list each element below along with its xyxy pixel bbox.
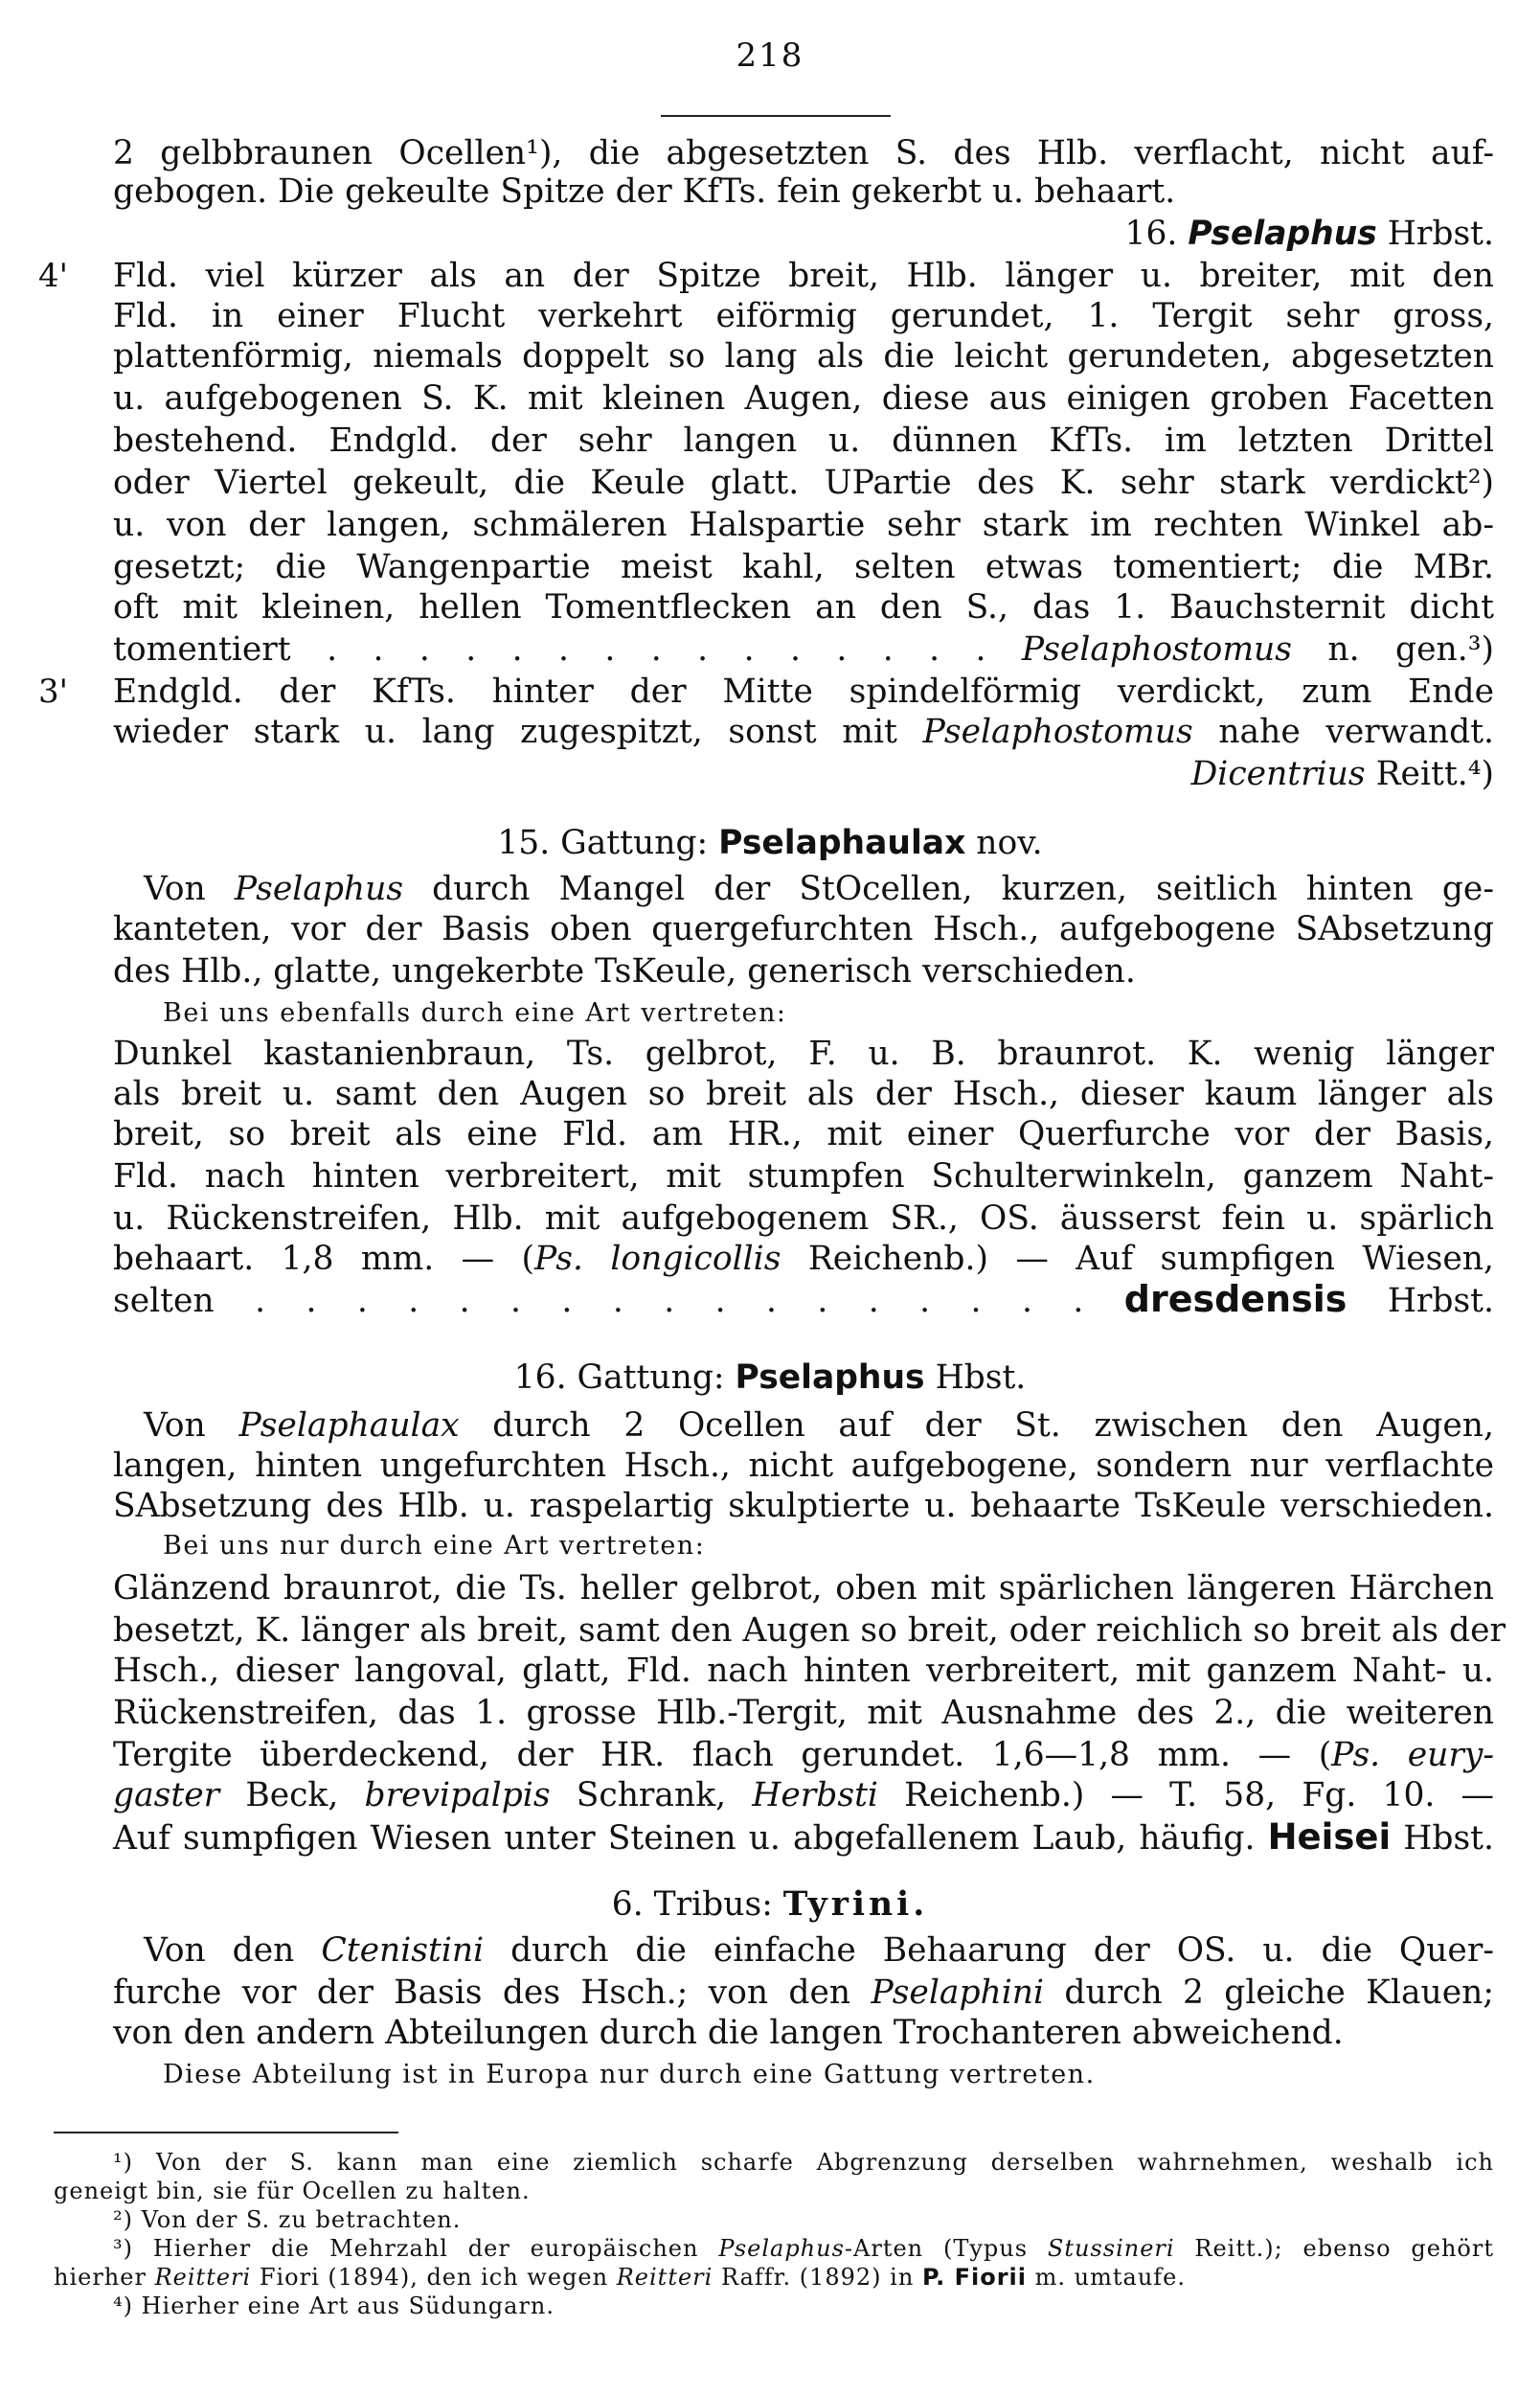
text-line: SAbsetzung des Hlb. u. raspelartig skulptierte u. behaarte TsKeule verschieden. bbox=[113, 1487, 1494, 1525]
genus-name: Pselaphostomus bbox=[922, 713, 1193, 751]
text-segment: Fiori (1894), den ich wegen bbox=[259, 2264, 609, 2291]
footnote-1-continued: geneigt bin, sie für Ocellen zu halten. bbox=[54, 2178, 531, 2204]
text-line bbox=[113, 1734, 1494, 1776]
genus-name: Pselaphostomus bbox=[1021, 630, 1292, 669]
text-line: oft mit kleinen, hellen Tomentflecken an den S., das 1. Bauchsternit dicht bbox=[113, 588, 1494, 627]
key-result-line bbox=[113, 753, 1494, 795]
text-segment: behaart. 1,8 mm. — ( bbox=[113, 1240, 534, 1278]
key-result-line bbox=[113, 628, 1494, 671]
text-line: als breit u. samt den Augen so breit als der Hsch., dieser kaum länger als bbox=[113, 1075, 1494, 1113]
key-result-line bbox=[113, 213, 1494, 255]
text-segment: wieder stark u. lang zugespitzt, sonst mit bbox=[113, 713, 897, 751]
text-segment: durch die einfache Behaarung der OS. u. die Quer- bbox=[510, 1931, 1494, 1970]
text-line: des Hlb., glatte, ungekerbte TsKeule, generisch verschieden. bbox=[113, 952, 1136, 991]
text-line bbox=[144, 868, 1494, 910]
text-segment: Raffr. (1892) in bbox=[720, 2264, 915, 2291]
footnote-3 bbox=[113, 2234, 1494, 2263]
text-line: Diese Abteilung ist in Europa nur durch eine Gattung vertreten. bbox=[163, 2060, 1096, 2089]
author-name: Hrbst. bbox=[1387, 215, 1494, 253]
text-segment: nahe verwandt. bbox=[1218, 713, 1495, 751]
genus-name: Pselaphus bbox=[234, 870, 404, 908]
key-result-line bbox=[113, 1278, 1494, 1322]
species-name: Ps. longicollis bbox=[534, 1240, 781, 1278]
text-line: gesetzt; die Wangenpartie meist kahl, selten etwas tomentiert; die MBr. bbox=[113, 548, 1494, 586]
text-line: langen, hinten ungefurchten Hsch., nicht aufgebogene, sondern nur verflachte bbox=[113, 1447, 1494, 1485]
text-segment: Von bbox=[144, 870, 206, 908]
genus-name: Pselaphaulax bbox=[238, 1406, 460, 1445]
genus-name: Pselaphus bbox=[718, 2235, 845, 2262]
text-line: u. Rückenstreifen, Hlb. mit aufgebogenem SR., OS. äusserst fein u. spärlich bbox=[113, 1199, 1494, 1238]
text-line: gebogen. Die gekeulte Spitze der KfTs. fein gekerbt u. behaart. bbox=[113, 172, 1176, 211]
text-line: 2 gelbbraunen Ocellen¹), die abgesetzten S. des Hlb. verflacht, nicht auf- bbox=[113, 134, 1494, 172]
text-segment: Von den bbox=[144, 1931, 295, 1970]
species-name: dresdensis bbox=[1123, 1278, 1348, 1320]
text-line: von den andern Abteilungen durch die langen Trochanteren abweichend. bbox=[113, 2014, 1344, 2052]
leader-text: selten . . . . . . . . . . . . . . . . . bbox=[113, 1282, 1084, 1320]
text-line: Fld. nach hinten verbreitert, mit stumpfen Schulterwinkeln, ganzem Naht- bbox=[113, 1157, 1494, 1196]
tribe-name: Ctenistini bbox=[321, 1931, 485, 1970]
text-line: Endgld. der KfTs. hinter der Mitte spindelförmig verdickt, zum Ende bbox=[113, 673, 1494, 711]
footnote-4: ⁴) Hierher eine Art aus Südungarn. bbox=[113, 2292, 555, 2319]
text-segment: Reichenb.) — T. 58, Fg. 10. — bbox=[904, 1776, 1495, 1814]
text-segment: -Arten (Typus bbox=[844, 2235, 1029, 2262]
text-line: Fld. viel kürzer als an der Spitze breit, Hlb. länger u. breiter, mit den bbox=[113, 257, 1494, 295]
leader-text: tomentiert . . . . . . . . . . . . . . . bbox=[113, 630, 986, 669]
genus-name: Pselaphus bbox=[1188, 215, 1377, 253]
heading-suffix: nov. bbox=[976, 824, 1043, 862]
key-marker: 4' bbox=[38, 257, 68, 295]
species-name: gaster bbox=[113, 1776, 220, 1814]
text-line: u. von der langen, schmäleren Halspartie sehr stark im rechten Winkel ab- bbox=[113, 506, 1494, 544]
heading-suffix: Hbst. bbox=[935, 1358, 1027, 1397]
section-heading bbox=[0, 1357, 1540, 1399]
text-segment: Auf sumpfigen Wiesen unter Steinen u. abgefallenem Laub, häufig. bbox=[113, 1819, 1256, 1858]
genus-name: Dicentrius bbox=[1190, 755, 1366, 793]
text-segment: Tergite überdeckend, der HR. flach gerundet. 1,6—1,8 mm. — ( bbox=[113, 1736, 1332, 1774]
text-line: Hsch., dieser langoval, glatt, Fld. nach hinten verbreitert, mit ganzem Naht- u. bbox=[113, 1652, 1494, 1690]
text-segment: ³) Hierher die Mehrzahl der europäischen bbox=[113, 2235, 699, 2262]
key-number: 16. bbox=[1124, 215, 1178, 253]
text-line: u. aufgebogenen S. K. mit kleinen Augen, diese aus einigen groben Facetten bbox=[113, 379, 1494, 418]
species-name: Reitteri bbox=[154, 2264, 252, 2291]
genus-name: Pselaphaulax bbox=[718, 824, 966, 862]
species-name: Ps. eury- bbox=[1331, 1736, 1495, 1774]
text-segment: furche vor der Basis des Hsch.; von den bbox=[113, 1973, 851, 2012]
text-line: besetzt, K. länger als breit, samt den Augen so breit, oder reichlich so breit als der bbox=[113, 1611, 1506, 1650]
text-line bbox=[144, 1404, 1494, 1447]
text-line: plattenförmig, niemals doppelt so lang als die leicht gerundeten, abgesetzten bbox=[113, 337, 1494, 376]
text-line: Bei uns nur durch eine Art vertreten: bbox=[163, 1531, 706, 1561]
text-line bbox=[113, 711, 1494, 753]
text-line: kanteten, vor der Basis oben quergefurchten Hsch., aufgebogene SAbsetzung bbox=[113, 910, 1494, 948]
text-segment: Von bbox=[144, 1406, 206, 1445]
tribe-name: Tyrini. bbox=[782, 1885, 929, 1924]
text-segment: durch 2 gleiche Klauen; bbox=[1064, 1973, 1495, 2012]
text-line: Fld. in einer Flucht verkehrt eiförmig gerundet, 1. Tergit sehr gross, bbox=[113, 297, 1494, 335]
text-segment: m. umtaufe. bbox=[1034, 2264, 1187, 2291]
text-line: Glänzend braunrot, die Ts. heller gelbrot, oben mit spärlichen längeren Härchen bbox=[113, 1569, 1494, 1608]
text-line: Dunkel kastanienbraun, Ts. gelbrot, F. u. B. braunrot. K. wenig länger bbox=[113, 1035, 1494, 1073]
text-segment: hierher bbox=[54, 2264, 147, 2291]
text-line: Bei uns ebenfalls durch eine Art vertreten: bbox=[163, 998, 787, 1028]
text-line bbox=[113, 1238, 1494, 1280]
text-line: bestehend. Endgld. der sehr langen u. dünnen KfTs. im letzten Drittel bbox=[113, 422, 1494, 460]
species-name: Herbsti bbox=[752, 1776, 878, 1814]
text-line bbox=[144, 1929, 1494, 1972]
author-name: Reitt.⁴) bbox=[1375, 755, 1494, 793]
section-heading bbox=[0, 1883, 1540, 1926]
section-heading bbox=[0, 822, 1540, 864]
heading-label: 16. Gattung: bbox=[513, 1358, 725, 1397]
species-name: brevipalpis bbox=[364, 1776, 551, 1814]
key-marker: 3' bbox=[38, 673, 68, 711]
text-segment: durch Mangel der StOcellen, kurzen, seitlich hinten ge- bbox=[432, 870, 1494, 908]
key-result-line bbox=[113, 1816, 1494, 1859]
text-line bbox=[113, 1774, 1494, 1816]
heading-label: 6. Tribus: bbox=[611, 1885, 773, 1924]
text-line: breit, so breit als eine Fld. am HR., mit einer Querfurche vor der Basis, bbox=[113, 1115, 1494, 1153]
text-segment: Reitt.); ebenso gehört bbox=[1194, 2235, 1494, 2262]
species-name: Heisei bbox=[1267, 1816, 1392, 1858]
footnote-2: ²) Von der S. zu betrachten. bbox=[113, 2206, 462, 2233]
tribe-name: Pselaphini bbox=[871, 1973, 1045, 2012]
text-segment: Reichenb.) — Auf sumpfigen Wiesen, bbox=[807, 1240, 1494, 1278]
species-name: Reitteri bbox=[616, 2264, 713, 2291]
header-rule bbox=[661, 115, 891, 117]
text-segment: durch 2 Ocellen auf der St. zwischen den Augen, bbox=[492, 1406, 1494, 1445]
footnote-rule bbox=[54, 2132, 398, 2133]
species-name: Stussineri bbox=[1047, 2235, 1175, 2262]
text-segment: Beck, bbox=[245, 1776, 339, 1814]
text-line: Rückenstreifen, das 1. grosse Hlb.-Tergit, mit Ausnahme des 2., die weiteren bbox=[113, 1694, 1494, 1732]
heading-label: 15. Gattung: bbox=[497, 824, 709, 862]
text-line: oder Viertel gekeult, die Keule glatt. UPartie des K. sehr stark verdickt²) bbox=[113, 464, 1494, 502]
footnote-1: ¹) Von der S. kann man eine ziemlich scharfe Abgrenzung derselben wahrnehmen, weshalb ich bbox=[113, 2149, 1494, 2176]
author-name: n. gen.³) bbox=[1327, 630, 1494, 669]
author-name: Hbst. bbox=[1403, 1819, 1494, 1858]
text-line bbox=[113, 1972, 1494, 2014]
text-segment: Schrank, bbox=[576, 1776, 727, 1814]
footnote-3-continued bbox=[54, 2263, 1186, 2292]
page-number: 218 bbox=[736, 36, 804, 75]
species-name: P. Fiorii bbox=[921, 2264, 1028, 2291]
genus-name: Pselaphus bbox=[735, 1358, 925, 1397]
author-name: Hrbst. bbox=[1387, 1282, 1495, 1320]
